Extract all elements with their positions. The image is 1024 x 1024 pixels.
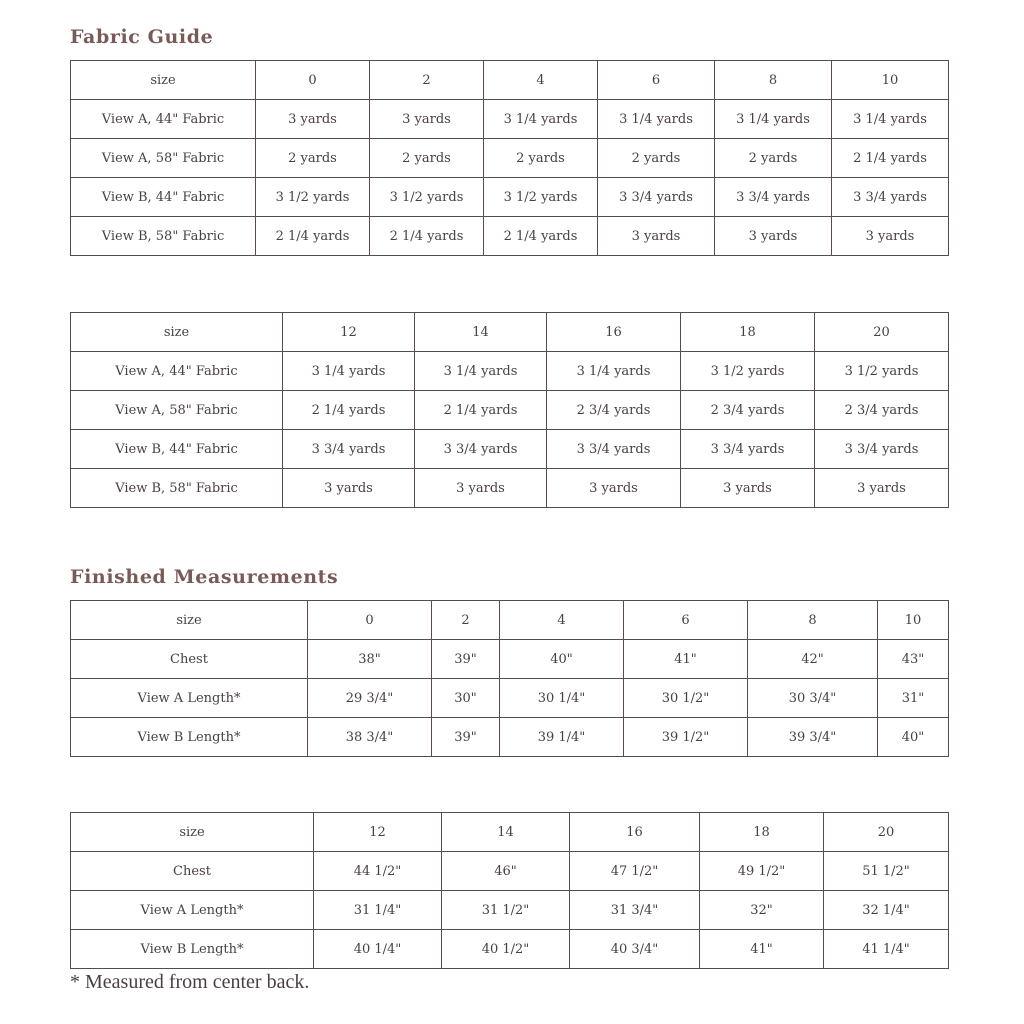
row-label-cell: View B, 58" Fabric <box>71 217 256 256</box>
table-cell: 3 3/4 yards <box>415 430 547 469</box>
table-cell: 31 1/2" <box>442 891 570 930</box>
table-cell: 39 3/4" <box>748 718 878 757</box>
table-cell: 29 3/4" <box>308 679 432 718</box>
size-value-cell: 14 <box>442 813 570 852</box>
table-cell: 3 yards <box>815 469 949 508</box>
size-value-cell: 18 <box>681 313 815 352</box>
table-header-row <box>71 601 949 640</box>
table-cell: 2 3/4 yards <box>815 391 949 430</box>
table-row <box>71 718 949 757</box>
table-row <box>71 430 949 469</box>
table-row <box>71 891 949 930</box>
table-cell: 41" <box>700 930 824 969</box>
row-label-cell: Chest <box>71 852 314 891</box>
table-cell: 3 yards <box>598 217 715 256</box>
table-cell: 3 yards <box>370 100 484 139</box>
table-cell: 3 3/4 yards <box>598 178 715 217</box>
size-value-cell: 12 <box>314 813 442 852</box>
table-cell: 2 1/4 yards <box>283 391 415 430</box>
table-cell: 43" <box>878 640 949 679</box>
table-cell: 3 3/4 yards <box>547 430 681 469</box>
size-value-cell: 2 <box>432 601 500 640</box>
table-cell: 41 1/4" <box>824 930 949 969</box>
table-row <box>71 469 949 508</box>
table-cell: 40 1/4" <box>314 930 442 969</box>
table-cell: 30 1/4" <box>500 679 624 718</box>
size-value-cell: 14 <box>415 313 547 352</box>
row-label-cell: View B Length* <box>71 718 308 757</box>
table-cell: 40" <box>500 640 624 679</box>
fabric-guide-title: Fabric Guide <box>70 26 214 48</box>
table-cell: 32" <box>700 891 824 930</box>
table-cell: 38 3/4" <box>308 718 432 757</box>
row-label-cell: View B, 44" Fabric <box>71 178 256 217</box>
table-cell: 40 1/2" <box>442 930 570 969</box>
table-row <box>71 352 949 391</box>
size-value-cell: 6 <box>598 61 715 100</box>
table-cell: 39" <box>432 640 500 679</box>
size-value-cell: 2 <box>370 61 484 100</box>
size-value-cell: 8 <box>748 601 878 640</box>
table-cell: 31 1/4" <box>314 891 442 930</box>
table-cell: 2 3/4 yards <box>681 391 815 430</box>
table-header-row <box>71 813 949 852</box>
table-cell: 38" <box>308 640 432 679</box>
table-row <box>71 852 949 891</box>
size-value-cell: 8 <box>715 61 832 100</box>
table-cell: 40" <box>878 718 949 757</box>
table-cell: 2 1/4 yards <box>832 139 949 178</box>
table-cell: 3 yards <box>256 100 370 139</box>
row-label-cell: View A, 58" Fabric <box>71 139 256 178</box>
table-cell: 2 1/4 yards <box>415 391 547 430</box>
table-cell: 3 3/4 yards <box>715 178 832 217</box>
table-cell: 3 1/2 yards <box>256 178 370 217</box>
row-label-cell: View A, 44" Fabric <box>71 352 283 391</box>
table-cell: 47 1/2" <box>570 852 700 891</box>
table-header-row <box>71 61 949 100</box>
table-cell: 39" <box>432 718 500 757</box>
table-cell: 3 3/4 yards <box>832 178 949 217</box>
size-value-cell: 4 <box>500 601 624 640</box>
table-cell: 30 3/4" <box>748 679 878 718</box>
table-cell: 32 1/4" <box>824 891 949 930</box>
table-cell: 2 yards <box>484 139 598 178</box>
size-value-cell: 20 <box>815 313 949 352</box>
table-cell: 2 yards <box>598 139 715 178</box>
table-cell: 3 yards <box>832 217 949 256</box>
table-cell: 3 3/4 yards <box>681 430 815 469</box>
table-cell: 3 yards <box>547 469 681 508</box>
size-value-cell: 10 <box>878 601 949 640</box>
table-cell: 39 1/4" <box>500 718 624 757</box>
table-cell: 3 1/2 yards <box>681 352 815 391</box>
table-row <box>71 217 949 256</box>
table-cell: 3 1/4 yards <box>484 100 598 139</box>
table-cell: 42" <box>748 640 878 679</box>
table-cell: 3 1/2 yards <box>370 178 484 217</box>
table-row <box>71 930 949 969</box>
table-cell: 2 yards <box>256 139 370 178</box>
table-cell: 51 1/2" <box>824 852 949 891</box>
size-header-cell: size <box>71 601 308 640</box>
table-row <box>71 391 949 430</box>
table-cell: 3 1/4 yards <box>547 352 681 391</box>
row-label-cell: View A, 58" Fabric <box>71 391 283 430</box>
row-label-cell: Chest <box>71 640 308 679</box>
size-value-cell: 12 <box>283 313 415 352</box>
table-row <box>71 100 949 139</box>
table-cell: 2 yards <box>715 139 832 178</box>
table-cell: 31" <box>878 679 949 718</box>
table-row <box>71 679 949 718</box>
size-value-cell: 18 <box>700 813 824 852</box>
row-label-cell: View B Length* <box>71 930 314 969</box>
size-value-cell: 16 <box>570 813 700 852</box>
table-cell: 3 1/4 yards <box>832 100 949 139</box>
size-value-cell: 20 <box>824 813 949 852</box>
table-cell: 30 1/2" <box>624 679 748 718</box>
size-value-cell: 0 <box>308 601 432 640</box>
table-cell: 3 yards <box>681 469 815 508</box>
finished-measurements-title: Finished Measurements <box>70 566 339 588</box>
table-header-row <box>71 313 949 352</box>
row-label-cell: View A Length* <box>71 679 308 718</box>
row-label-cell: View B, 58" Fabric <box>71 469 283 508</box>
table-cell: 3 1/4 yards <box>283 352 415 391</box>
table-cell: 3 1/2 yards <box>484 178 598 217</box>
fabric-guide-table-sizes-12-20 <box>70 312 949 508</box>
table-row <box>71 139 949 178</box>
finished-measurements-table-sizes-0-10 <box>70 600 949 757</box>
table-cell: 40 3/4" <box>570 930 700 969</box>
row-label-cell: View A Length* <box>71 891 314 930</box>
table-cell: 3 1/2 yards <box>815 352 949 391</box>
row-label-cell: View B, 44" Fabric <box>71 430 283 469</box>
table-cell: 3 1/4 yards <box>598 100 715 139</box>
table-cell: 31 3/4" <box>570 891 700 930</box>
table-cell: 3 yards <box>715 217 832 256</box>
size-header-cell: size <box>71 313 283 352</box>
table-cell: 44 1/2" <box>314 852 442 891</box>
size-header-cell: size <box>71 61 256 100</box>
table-cell: 41" <box>624 640 748 679</box>
table-row <box>71 640 949 679</box>
size-value-cell: 16 <box>547 313 681 352</box>
table-cell: 2 1/4 yards <box>484 217 598 256</box>
row-label-cell: View A, 44" Fabric <box>71 100 256 139</box>
table-cell: 3 1/4 yards <box>715 100 832 139</box>
table-cell: 2 1/4 yards <box>370 217 484 256</box>
table-cell: 49 1/2" <box>700 852 824 891</box>
table-cell: 3 3/4 yards <box>815 430 949 469</box>
table-row <box>71 178 949 217</box>
table-cell: 2 yards <box>370 139 484 178</box>
table-cell: 39 1/2" <box>624 718 748 757</box>
table-cell: 2 1/4 yards <box>256 217 370 256</box>
table-cell: 46" <box>442 852 570 891</box>
table-cell: 3 1/4 yards <box>415 352 547 391</box>
size-value-cell: 0 <box>256 61 370 100</box>
size-value-cell: 6 <box>624 601 748 640</box>
table-cell: 3 yards <box>415 469 547 508</box>
fabric-guide-table-sizes-0-10 <box>70 60 949 256</box>
table-cell: 2 3/4 yards <box>547 391 681 430</box>
table-cell: 3 3/4 yards <box>283 430 415 469</box>
size-value-cell: 4 <box>484 61 598 100</box>
size-header-cell: size <box>71 813 314 852</box>
footnote: * Measured from center back. <box>70 971 310 993</box>
size-value-cell: 10 <box>832 61 949 100</box>
table-cell: 30" <box>432 679 500 718</box>
table-cell: 3 yards <box>283 469 415 508</box>
finished-measurements-table-sizes-12-20 <box>70 812 949 969</box>
